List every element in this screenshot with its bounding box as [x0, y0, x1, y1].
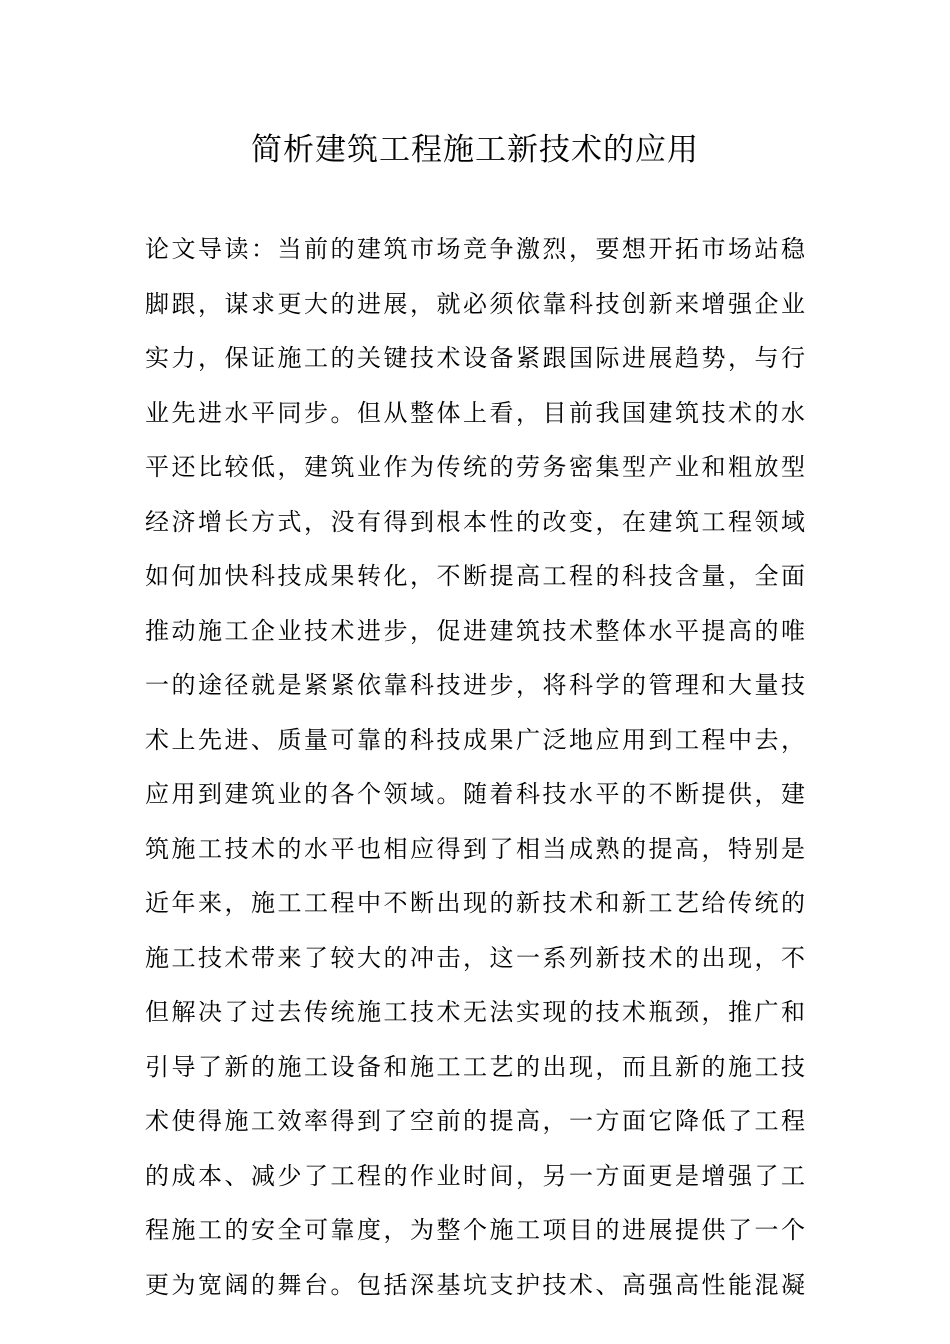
body-line: 脚跟，谋求更大的进展，就必须依靠科技创新来增强企业 — [145, 289, 805, 318]
body-line: 推动施工企业技术进步，促进建筑技术整体水平提高的唯 — [145, 616, 805, 645]
body-line: 应用到建筑业的各个领域。随着科技水平的不断提供，建 — [145, 780, 805, 808]
body-line: 论文导读：当前的建筑市场竞争激烈，要想开拓市场站稳 — [145, 235, 805, 263]
body-line: 引导了新的施工设备和施工工艺的出现，而且新的施工技 — [145, 1052, 805, 1081]
body-line: 但解决了过去传统施工技术无法实现的技术瓶颈，推广和 — [145, 998, 805, 1026]
body-line: 近年来，施工工程中不断出现的新技术和新工艺给传统的 — [145, 889, 805, 917]
body-line: 如何加快科技成果转化，不断提高工程的科技含量，全面 — [145, 562, 805, 590]
body-line: 平还比较低，建筑业作为传统的劳务密集型产业和粗放型 — [145, 453, 805, 481]
body-line: 术上先进、质量可靠的科技成果广泛地应用到工程中去， — [145, 725, 805, 754]
body-line: 经济增长方式，没有得到根本性的改变，在建筑工程领域 — [145, 507, 805, 536]
body-line: 术使得施工效率得到了空前的提高，一方面它降低了工程 — [145, 1107, 805, 1135]
body-line: 更为宽阔的舞台。包括深基坑支护技术、高强高性能混凝 — [145, 1270, 805, 1299]
body-line: 实力，保证施工的关键技术设备紧跟国际进展趋势，与行 — [145, 344, 805, 372]
body-line: 筑施工技术的水平也相应得到了相当成熟的提高，特别是 — [145, 834, 805, 863]
body-line: 的成本、减少了工程的作业时间，另一方面更是增强了工 — [145, 1161, 805, 1190]
body-line: 一的途径就是紧紧依靠科技进步，将科学的管理和大量技 — [145, 671, 805, 699]
body-line: 业先进水平同步。但从整体上看，目前我国建筑技术的水 — [145, 398, 805, 427]
body-line: 程施工的安全可靠度，为整个施工项目的进展提供了一个 — [145, 1216, 805, 1244]
document-title: 简析建筑工程施工新技术的应用 — [251, 132, 699, 168]
body-line: 施工技术带来了较大的冲击，这一系列新技术的出现，不 — [145, 943, 805, 972]
document-body — [145, 222, 805, 1312]
